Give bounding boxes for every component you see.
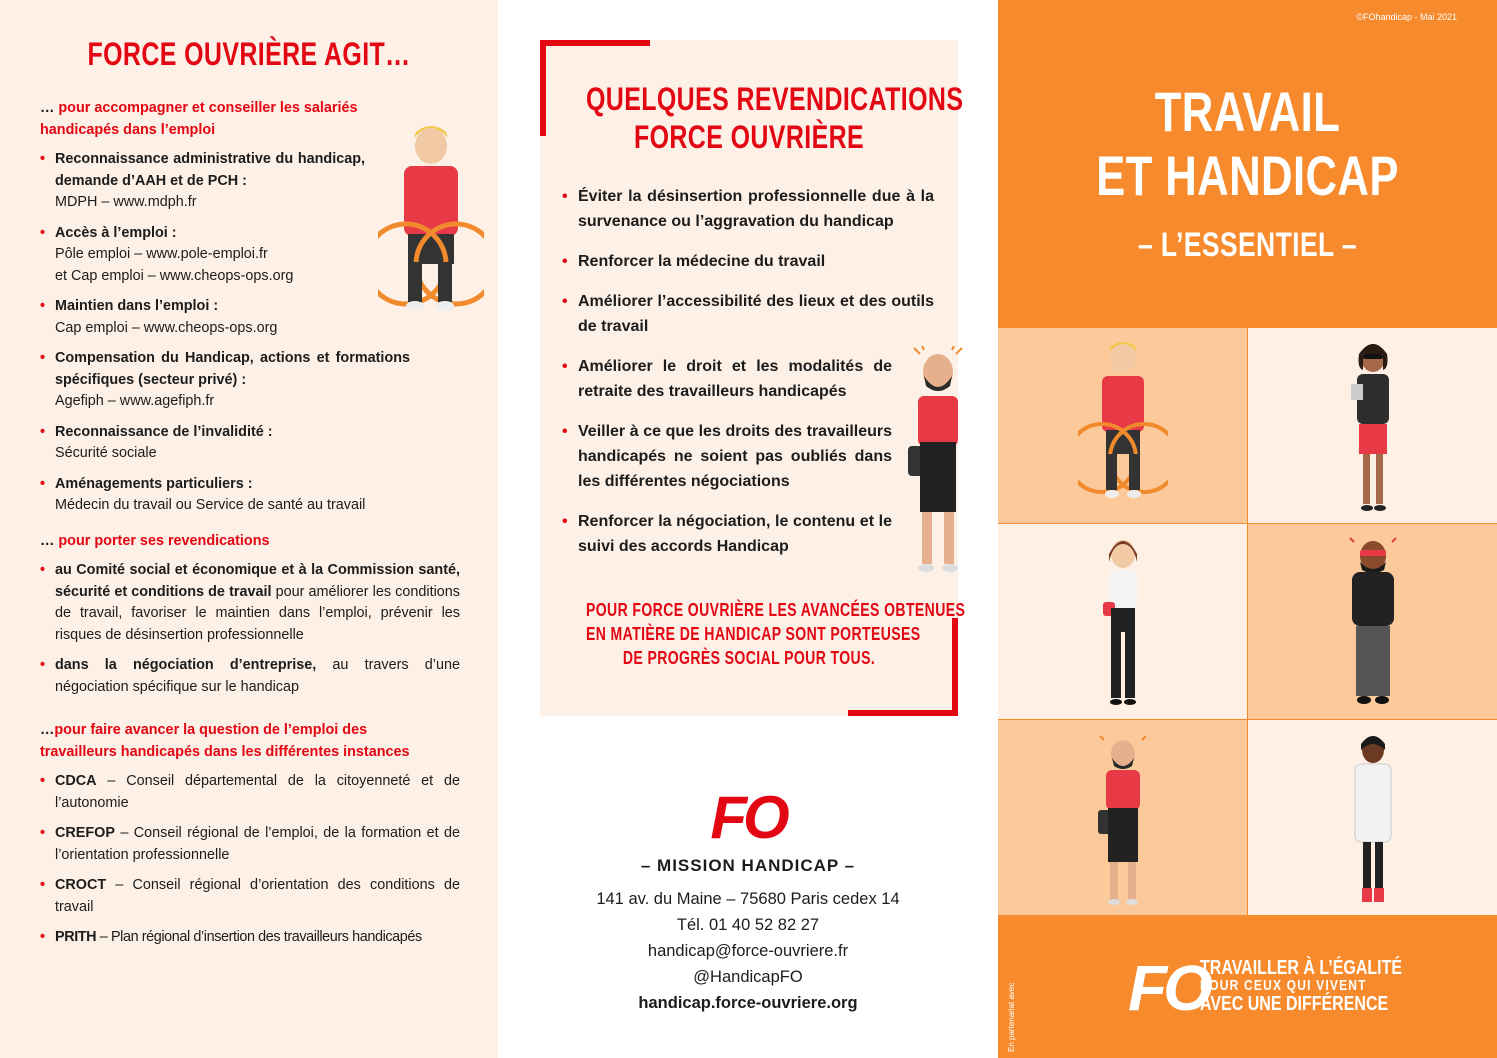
fo-logo: FO	[710, 784, 786, 851]
list-item	[40, 474, 460, 517]
note-line: POUR FORCE OUVRIÈRE LES AVANCÉES OBTENUES	[585, 600, 966, 620]
grid-cell-woman-prosthetic	[998, 524, 1247, 719]
slogan	[1200, 958, 1453, 1014]
list-item	[40, 422, 460, 465]
address: 141 av. du Maine – 75680 Paris cedex 14	[596, 890, 900, 908]
item-text: Médecin du travail ou Service de santé au travail	[55, 497, 366, 513]
slogan-line: AVEC UNE DIFFÉRENCE	[1200, 993, 1389, 1015]
contact-block	[498, 886, 998, 1016]
demand-item: • Renforcer la médecine du travail	[562, 249, 934, 274]
demand-item: • Veiller à ce que les droits des travailleurs handicapés ne soient pas oubliés dans les différentes négociations	[562, 419, 892, 494]
progress-note	[540, 598, 966, 670]
title-line: QUELQUES REVENDICATIONS	[585, 81, 964, 117]
item-text: pour améliorer les conditions de travail, favoriser le maintien dans l’emploi, prévenir les risques de désinsertion professionnelle	[55, 583, 460, 643]
list-item	[40, 927, 460, 949]
intro-text: pour faire avancer la question de l’emploi des travailleurs handicapés dans les différentes instances	[40, 722, 410, 760]
list-item	[40, 149, 365, 214]
website-link[interactable]: handicap.force-ouvriere.org	[638, 994, 858, 1012]
intro-text: pour porter ses revendications	[58, 532, 270, 549]
intro-text: pour accompagner et conseiller les salariés handicapés dans l’emploi	[40, 100, 358, 138]
grid-cell-woman-coat	[1248, 720, 1497, 915]
item-bold: Accès à l’emploi :	[55, 224, 177, 241]
slogan-line: POUR CEUX QUI VIVENT	[1200, 977, 1367, 994]
item-text: MDPH – www.mdph.fr	[55, 194, 197, 210]
item-text: Cap emploi – www.cheops-ops.org	[55, 319, 278, 336]
corner-decoration	[848, 710, 958, 716]
cover-subtitle	[998, 226, 1497, 265]
title-line: ET HANDICAP	[1096, 144, 1399, 207]
woman-white-coat-illustration	[1343, 732, 1403, 910]
phone: Tél. 01 40 52 82 27	[676, 916, 820, 934]
list-item	[40, 771, 460, 814]
man-with-bag-illustration	[1090, 732, 1156, 910]
item-text: et Cap emploi – www.cheops-ops.org	[55, 267, 294, 284]
item-bold: Compensation du Handicap, actions et formations spécifiques (secteur privé) :	[55, 350, 410, 388]
list-item	[40, 348, 410, 413]
item-bold: Reconnaissance administrative du handicap, demande d’AAH et de PCH :	[55, 151, 365, 189]
ellipsis: …	[40, 532, 55, 549]
wheelchair-person-illustration	[1078, 340, 1168, 510]
cover-title	[998, 80, 1497, 208]
item-bold: CDCA	[55, 773, 97, 789]
item-bold: CREFOP	[55, 825, 115, 841]
list-item	[40, 823, 460, 866]
demands-title	[540, 80, 964, 156]
people-grid	[998, 328, 1497, 912]
item-text: Sécurité sociale	[55, 445, 157, 461]
grid-cell-man-sweater	[1248, 524, 1497, 719]
email-link[interactable]: handicap@force-ouvriere.fr	[647, 942, 849, 960]
demand-item: • Éviter la désinsertion professionnelle due à la survenance ou l’aggravation du handicap	[562, 184, 934, 234]
item-text: – Conseil régional d’orientation des conditions de travail	[55, 877, 460, 915]
copyright: ©FOhandicap - Mai 2021	[1356, 12, 1457, 22]
item-bold: Maintien dans l’emploi :	[55, 298, 219, 314]
title-line: FORCE OUVRIÈRE	[633, 119, 865, 155]
mission-title: – MISSION HANDICAP –	[640, 856, 856, 875]
demand-item: • Renforcer la négociation, le contenu et le suivi des accords Handicap	[562, 509, 892, 559]
item-text: – Conseil régional de l’emploi, de la formation et de l’orientation professionnelle	[55, 825, 460, 863]
grid-cell-woman-glasses	[1248, 328, 1497, 523]
wheelchair-person-illustration	[378, 124, 484, 324]
item-bold: PRITH	[55, 929, 97, 945]
partner-text: En partenariat avec	[1007, 982, 1016, 1052]
ellipsis: …	[40, 722, 55, 738]
item-bold: dans la négociation d’entreprise,	[55, 657, 317, 673]
item-bold: au Comité social et économique et à la Commission santé, sécurité et conditions de travail	[55, 562, 460, 600]
item-bold: CROCT	[55, 877, 107, 893]
instances-list	[40, 771, 460, 949]
left-title: FORCE OUVRIÈRE AGIT…	[87, 36, 411, 72]
left-panel	[0, 0, 498, 1058]
subtitle-text: – L’ESSENTIEL –	[1137, 226, 1358, 264]
demands-list	[40, 560, 460, 698]
item-text: Pôle emploi – www.pole-emploi.fr	[55, 246, 268, 262]
demand-item: • Améliorer le droit et les modalités de retraite des travailleurs handicapés	[562, 354, 892, 404]
twitter-handle[interactable]: @HandicapFO	[693, 968, 803, 986]
list-item	[40, 655, 460, 698]
item-text: Agefiph – www.agefiph.fr	[55, 393, 215, 409]
slogan-line: TRAVAILLER À L’ÉGALITÉ	[1200, 957, 1403, 979]
list-item	[40, 560, 460, 646]
item-text: – Conseil départemental de la citoyenneté et de l’autonomie	[55, 773, 460, 811]
intro-instances	[40, 720, 430, 763]
item-bold: Reconnaissance de l’invalidité :	[55, 423, 273, 440]
woman-standing-illustration	[1093, 536, 1153, 711]
item-text: – Plan régional d’insertion des travailleurs handicapés	[96, 929, 422, 945]
grid-cell-man-bag	[998, 720, 1247, 915]
intro-accompany	[40, 98, 380, 141]
list-item	[40, 875, 460, 918]
item-text: au travers d’une négociation spécifique sur le handicap	[55, 657, 460, 695]
demands-bullets	[562, 184, 934, 574]
corner-decoration	[540, 40, 650, 46]
item-bold: Aménagements particuliers :	[55, 475, 253, 492]
note-line: DE PROGRÈS SOCIAL POUR TOUS.	[622, 648, 876, 668]
ellipsis: …	[40, 100, 55, 116]
fo-logo-white: FO	[1128, 952, 1209, 1024]
man-standing-illustration	[1340, 536, 1406, 711]
standing-man-illustration	[900, 346, 976, 576]
title-line: TRAVAIL	[1154, 80, 1341, 143]
grid-cell-wheelchair	[998, 328, 1247, 523]
demand-item: • Améliorer l’accessibilité des lieux et des outils de travail	[562, 289, 934, 339]
woman-with-tablet-illustration	[1343, 340, 1403, 515]
note-line: EN MATIÈRE DE HANDICAP SONT PORTEUSES	[585, 624, 921, 644]
intro-demands	[40, 531, 460, 553]
